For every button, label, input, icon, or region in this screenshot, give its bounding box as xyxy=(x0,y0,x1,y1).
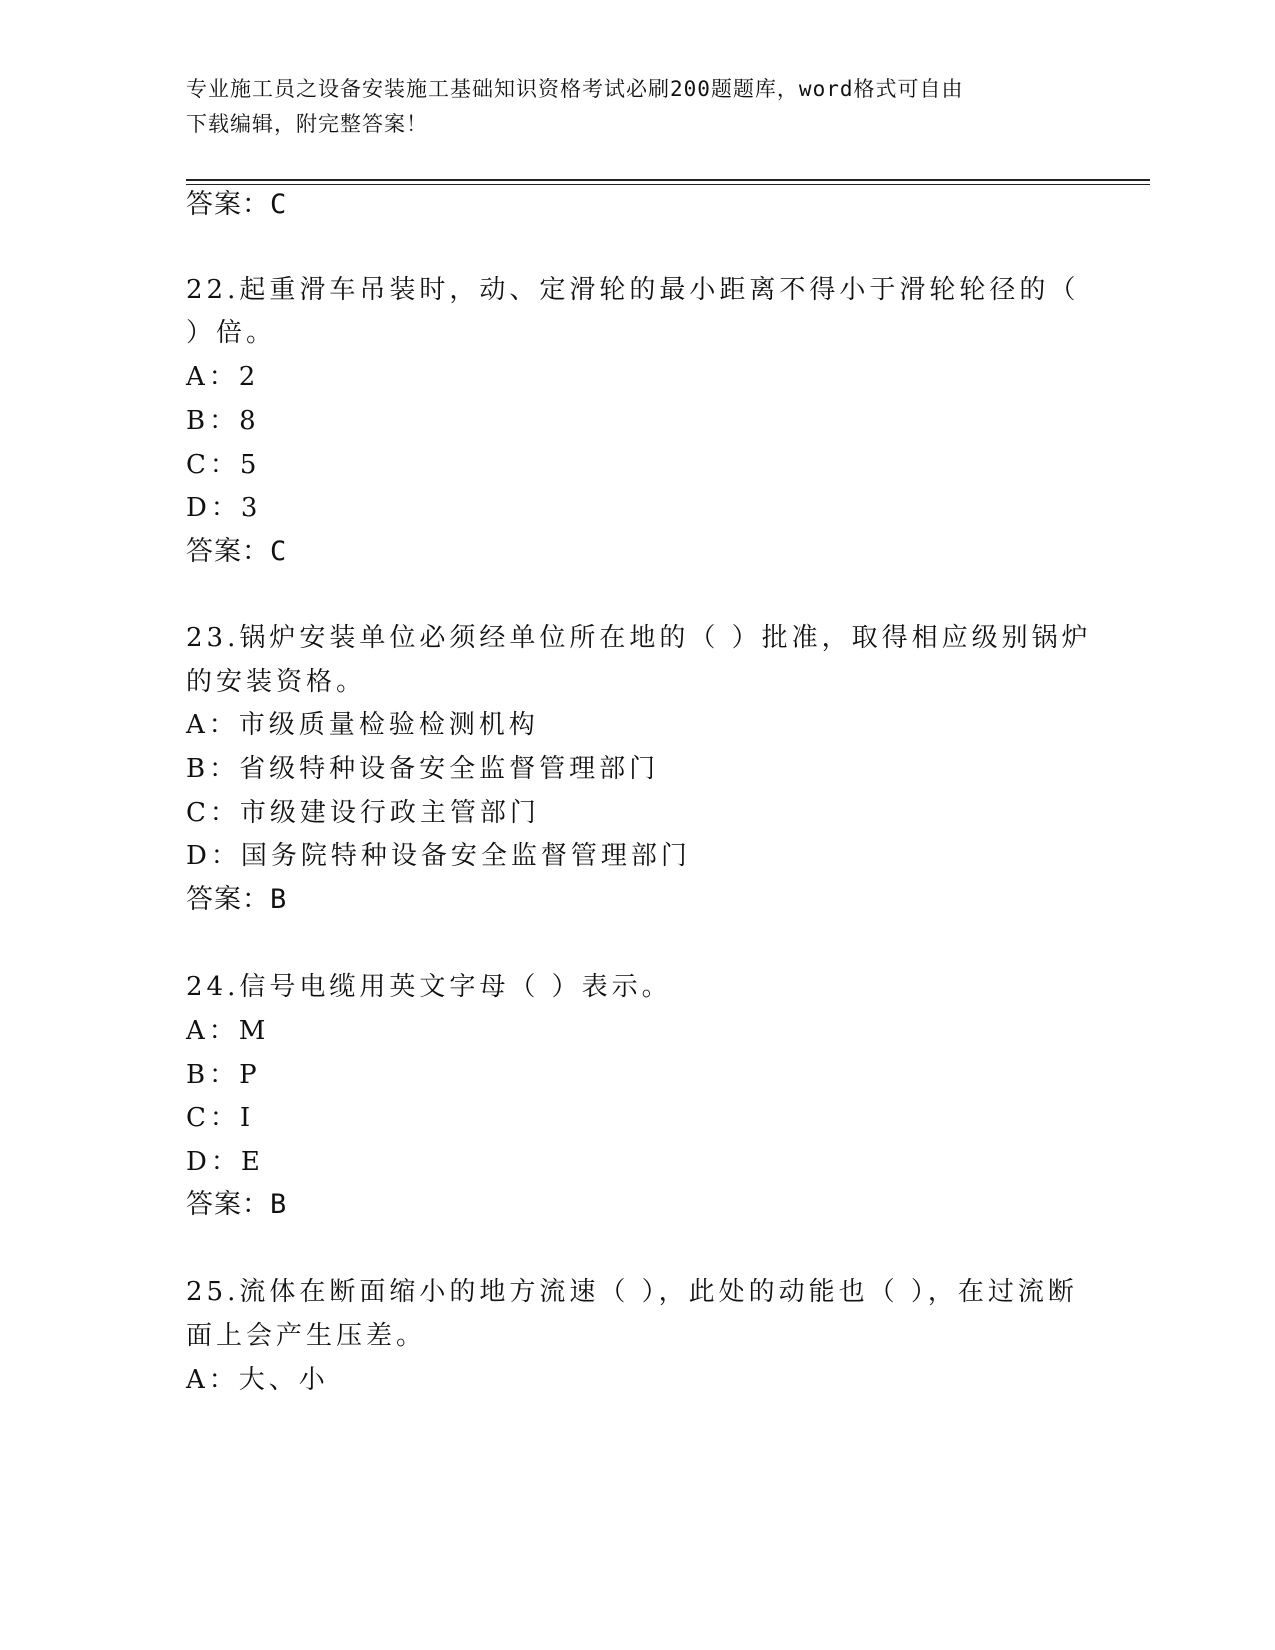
answer-value: C xyxy=(270,189,288,220)
question-23-option-c: C：市级建设行政主管部门 xyxy=(186,798,540,828)
question-22-option-c: C：5 xyxy=(186,450,261,480)
answer-label: 答案： xyxy=(186,189,270,220)
question-23-option-a: A：市级质量检验检测机构 xyxy=(186,710,539,740)
question-25-text-line-1: 25.流体在断面缩小的地方流速（ ），此处的动能也（ ），在过流断 xyxy=(186,1277,1078,1307)
question-24-text-line-1: 24.信号电缆用英文字母（ ）表示。 xyxy=(186,972,672,1002)
answer-value: B xyxy=(270,884,288,915)
question-23-option-d: D：国务院特种设备安全监督管理部门 xyxy=(186,841,691,871)
question-24-option-d: D：E xyxy=(186,1147,264,1177)
answer-label: 答案： xyxy=(186,536,270,567)
question-24-option-a: A：M xyxy=(186,1016,270,1046)
answer-value: C xyxy=(270,536,288,567)
header-line-1: 专业施工员之设备安装施工基础知识资格考试必刷200题题库，word格式可自由 xyxy=(186,77,964,101)
question-23-text-line-2: 的安装资格。 xyxy=(186,667,367,697)
question-25-option-a: A：大、小 xyxy=(186,1365,329,1395)
header-line-2: 下载编辑，附完整答案！ xyxy=(186,112,428,136)
answer-label: 答案： xyxy=(186,1189,270,1220)
question-22-option-a: A：2 xyxy=(186,362,260,392)
question-24-answer xyxy=(186,1190,287,1220)
header-rule-thick xyxy=(186,179,1150,181)
question-24-option-c: C：I xyxy=(186,1103,255,1133)
document-header xyxy=(186,72,1086,142)
question-22-text-line-2: ）倍。 xyxy=(186,318,277,348)
answer-value: B xyxy=(270,1189,288,1220)
question-22-text-line-1: 22.起重滑车吊装时，动、定滑轮的最小距离不得小于滑轮轮径的（ xyxy=(186,275,1080,305)
question-23-answer xyxy=(186,885,287,915)
answer-label: 答案： xyxy=(186,884,270,915)
top-answer xyxy=(186,190,287,220)
question-22-answer xyxy=(186,537,287,567)
question-23-option-b: B：省级特种设备安全监督管理部门 xyxy=(186,754,660,784)
question-25-text-line-2: 面上会产生压差。 xyxy=(186,1321,427,1351)
question-23-text-line-1: 23.锅炉安装单位必须经单位所在地的（ ）批准，取得相应级别锅炉 xyxy=(186,623,1092,653)
header-rule-thin xyxy=(186,184,1150,185)
question-22-option-b: B：8 xyxy=(186,406,260,436)
question-24-option-b: B：P xyxy=(186,1060,261,1090)
question-22-option-d: D：3 xyxy=(186,493,262,523)
